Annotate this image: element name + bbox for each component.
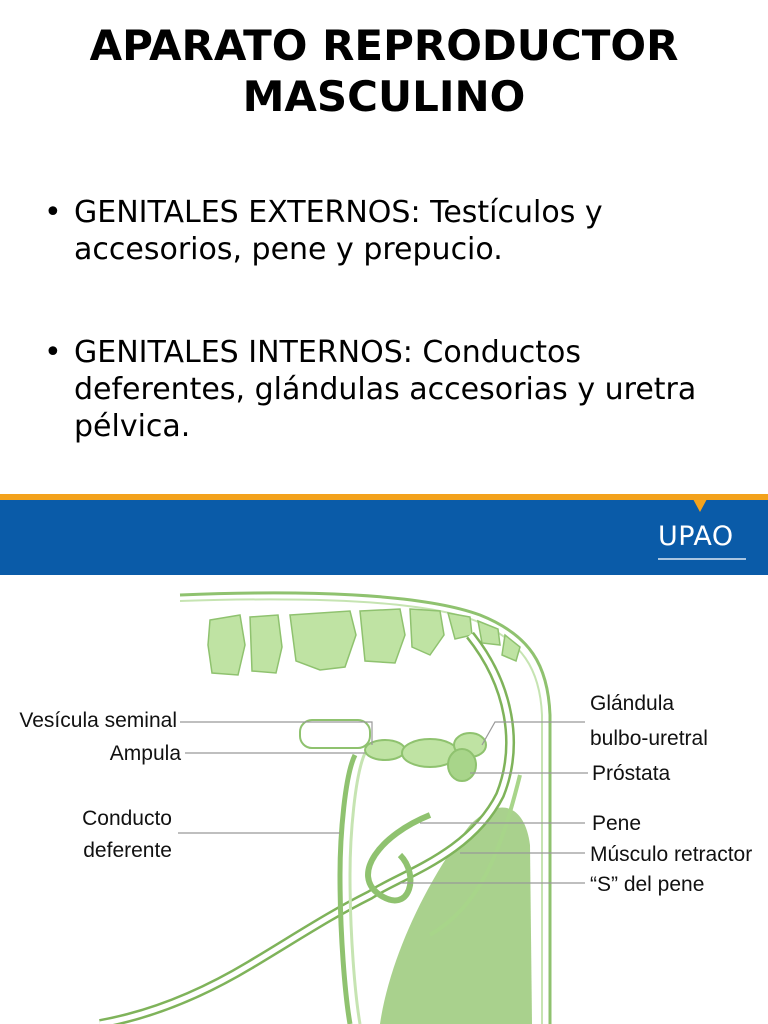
label-s-del-pene: “S” del pene <box>590 873 705 896</box>
bullet-text: GENITALES INTERNOS: Conductos deferentes, glándulas accesorias y uretra pélvica. <box>74 335 697 444</box>
label-conducto-line1: Conducto <box>82 807 172 830</box>
logo-subtext <box>658 557 746 561</box>
bullet-dot-icon: • <box>44 195 62 230</box>
upao-logo: UPAO <box>658 521 734 552</box>
title-line-2: MASCULINO <box>242 72 526 121</box>
label-prostata: Próstata <box>592 762 671 785</box>
label-conducto-line2: deferente <box>83 839 172 862</box>
slide-content <box>0 0 768 494</box>
label-musculo-retractor: Músculo retractor <box>590 843 753 866</box>
bullet-item <box>44 334 744 445</box>
bullet-item <box>44 194 744 268</box>
slide-title <box>0 20 768 122</box>
brand-bar <box>0 500 768 575</box>
label-vesicula-seminal: Vesícula seminal <box>19 709 177 732</box>
accent-notch-icon <box>693 499 707 512</box>
reproductive-diagram <box>0 575 768 1024</box>
label-glandula-line1: Glándula <box>590 692 675 715</box>
bullet-text: GENITALES EXTERNOS: Testículos y accesorios, pene y prepucio. <box>74 195 603 267</box>
label-glandula-line2: bulbo-uretral <box>590 727 708 750</box>
bullet-list <box>44 194 744 511</box>
label-ampula: Ampula <box>109 742 181 765</box>
bullet-dot-icon: • <box>44 335 62 370</box>
title-line-1: APARATO REPRODUCTOR <box>89 21 679 70</box>
label-pene: Pene <box>592 812 642 835</box>
